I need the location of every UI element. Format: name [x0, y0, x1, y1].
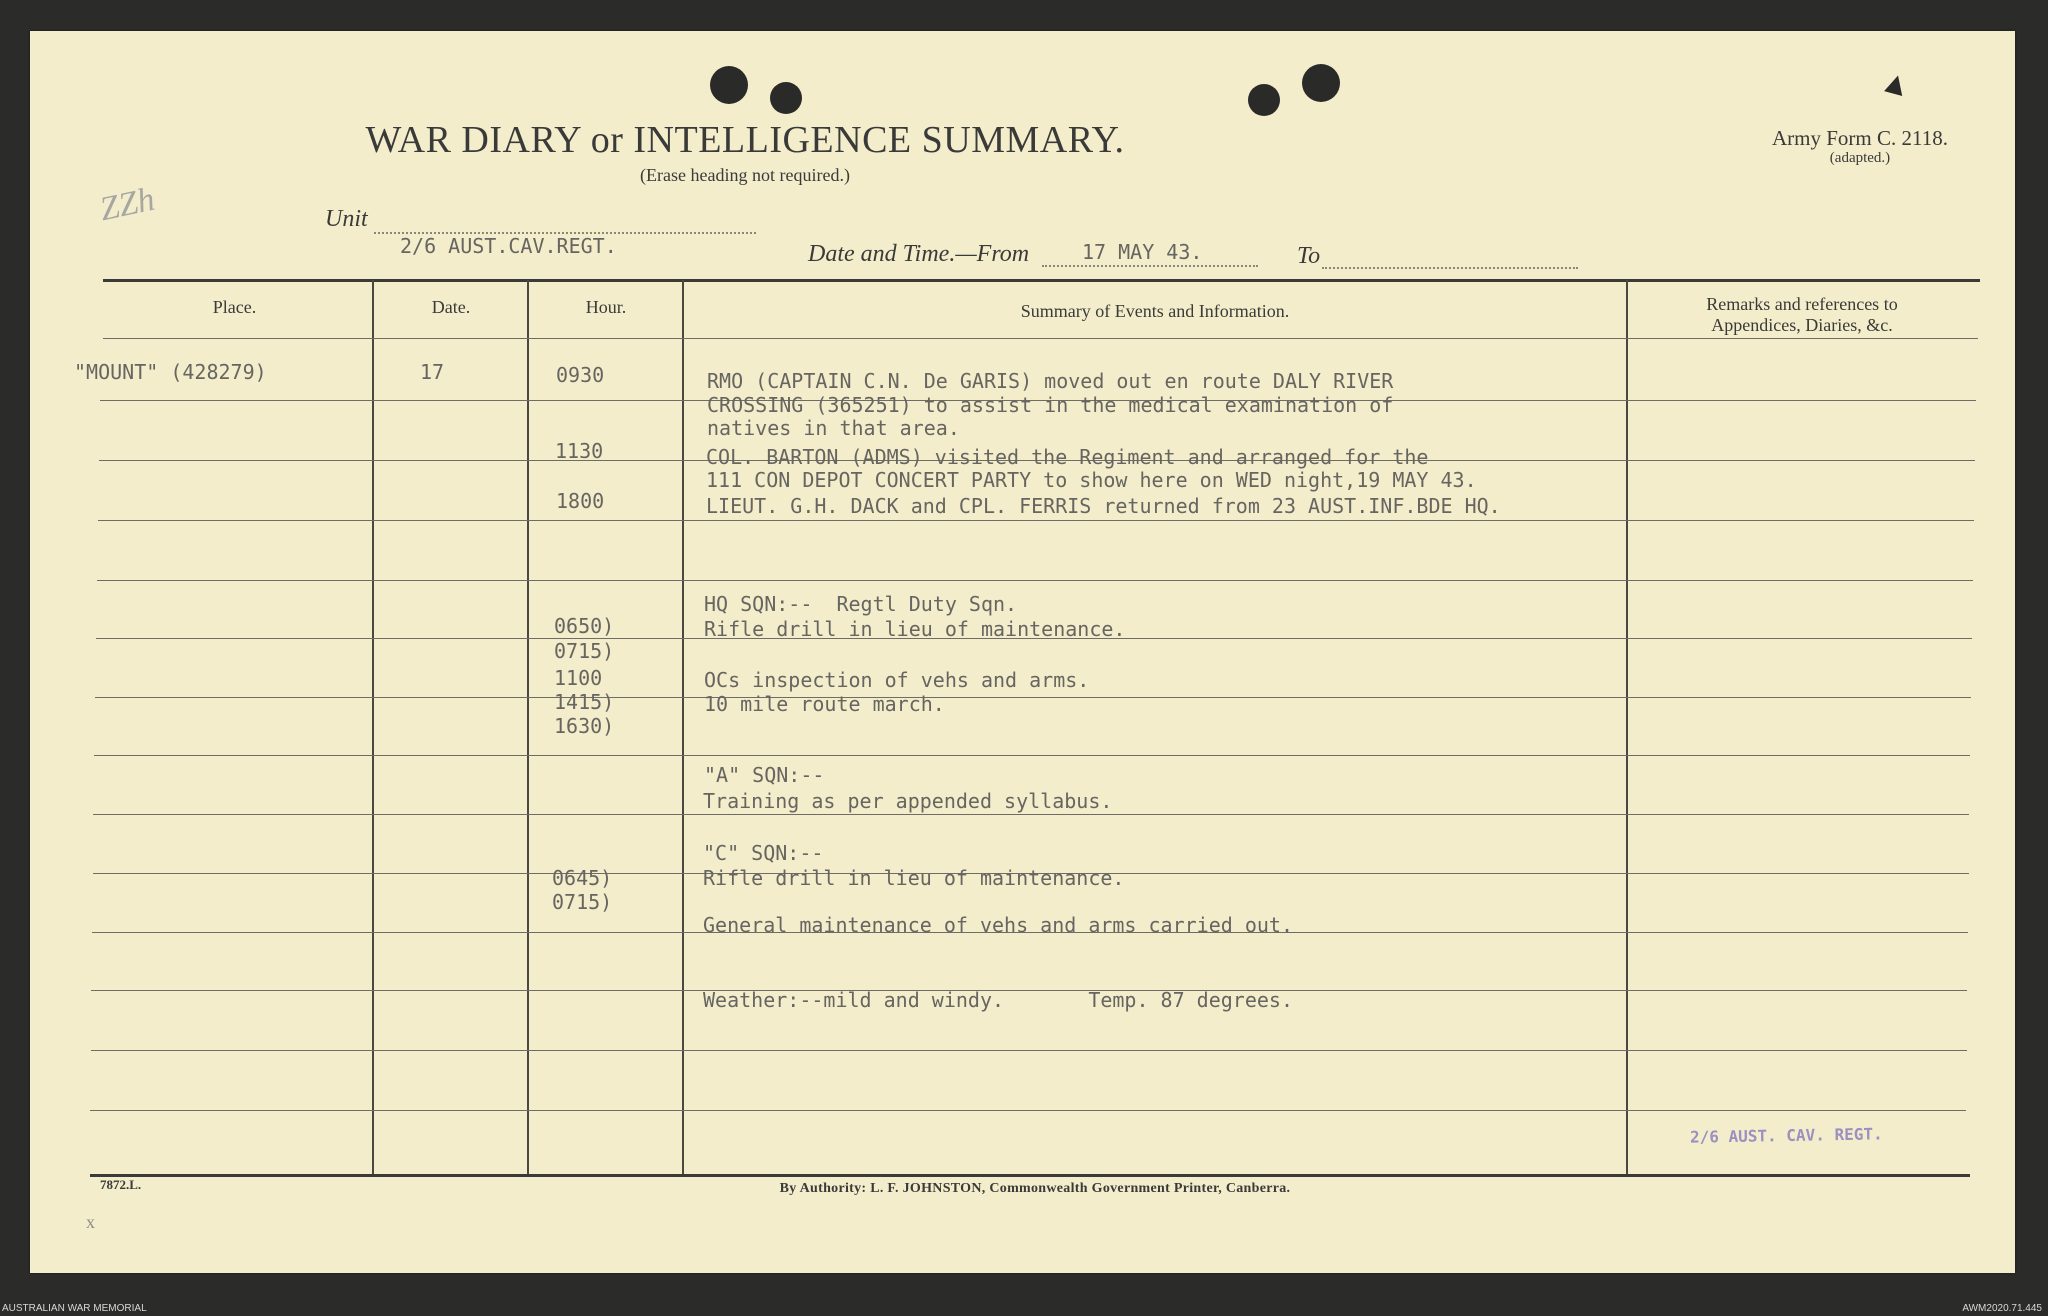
from-dotted-line: [1042, 265, 1258, 267]
entry-line: Training as per appended syllabus.: [703, 789, 1113, 813]
entry-hour: 0645): [552, 866, 613, 890]
to-label: To: [1297, 243, 1321, 269]
entry-line: Weather:--mild and windy. Temp. 87 degrees.: [703, 988, 1294, 1012]
entry-hour: 0715): [554, 639, 615, 663]
punch-hole: [1248, 84, 1280, 116]
column-divider-date: [527, 280, 529, 1174]
column-header-remarks-line2: Appendices, Diaries, &c.: [1711, 315, 1893, 335]
entry-hour: 1415): [554, 690, 615, 714]
form-number: Army Form C. 2118.: [1772, 126, 1948, 150]
ruled-line: [91, 1050, 1967, 1051]
ruled-line: [97, 580, 1973, 581]
page-title: WAR DIARY or INTELLIGENCE SUMMARY.: [365, 119, 1125, 161]
regiment-stamp: 2/6 AUST. CAV. REGT.: [1689, 1124, 1883, 1147]
entry-hour: 1130: [555, 439, 604, 463]
archive-credit: AUSTRALIAN WAR MEMORIAL: [2, 1303, 147, 1314]
entry-line: OCs inspection of vehs and arms.: [704, 668, 1090, 692]
entry-line: Rifle drill in lieu of maintenance.: [704, 617, 1126, 641]
datetime-label: Date and Time.—From: [808, 241, 1030, 267]
entry-hour: 0715): [552, 890, 613, 914]
entry-hour: 1100: [554, 666, 603, 690]
ruled-line: [98, 520, 1974, 521]
archive-reference: AWM2020.71.445: [1962, 1303, 2042, 1314]
entry-line: 10 mile route march.: [704, 692, 945, 716]
ruled-line: [95, 697, 1971, 698]
column-divider-summary: [1626, 280, 1628, 1174]
entry-line: RMO (CAPTAIN C.N. De GARIS) moved out en route DALY RIVER: [707, 369, 1394, 393]
column-header-date: Date.: [431, 297, 471, 317]
table-bottom-rule: [90, 1174, 1970, 1177]
entry-line: LIEUT. G.H. DACK and CPL. FERRIS returned from 23 AUST.INF.BDE HQ.: [706, 494, 1501, 518]
entry-line: 111 CON DEPOT CONCERT PARTY to show here on WED night,19 MAY 43.: [706, 468, 1477, 492]
column-header-hour: Hour.: [585, 297, 627, 317]
entry-hour: 0650): [554, 614, 615, 638]
ruled-line: [93, 814, 1969, 815]
from-value: 17 MAY 43.: [1082, 240, 1203, 264]
punch-hole: [1302, 64, 1340, 102]
entry-line: "C" SQN:--: [703, 841, 824, 865]
margin-mark: x: [86, 1212, 95, 1232]
ruled-line: [94, 755, 1970, 756]
form-adapted-note: (adapted.): [1829, 150, 1891, 166]
punch-hole: [710, 66, 748, 104]
table-top-rule: [103, 279, 1980, 282]
entry-line: natives in that area.: [707, 416, 960, 440]
page-subtitle: (Erase heading not required.): [640, 165, 850, 185]
column-header-summary: Summary of Events and Information.: [1020, 301, 1290, 321]
unit-value: 2/6 AUST.CAV.REGT.: [400, 234, 617, 258]
entry-place: "MOUNT" (428279): [74, 360, 267, 384]
column-divider-hour: [682, 280, 684, 1174]
entry-line: CROSSING (365251) to assist in the medical examination of: [707, 393, 1394, 417]
entry-line: COL. BARTON (ADMS) visited the Regiment and arranged for the: [706, 445, 1429, 469]
column-header-place: Place.: [212, 297, 257, 317]
entry-hour: 1630): [554, 714, 615, 738]
to-dotted-line: [1322, 267, 1578, 269]
pencil-initials: ZZh: [96, 180, 158, 229]
ruled-line: [90, 1110, 1966, 1111]
punch-hole: [770, 82, 802, 114]
unit-label: Unit: [325, 206, 368, 232]
entry-line: Rifle drill in lieu of maintenance.: [703, 866, 1125, 890]
printer-code: 7872.L.: [100, 1177, 142, 1192]
entry-hour: 1800: [556, 489, 605, 513]
entry-line: "A" SQN:--: [704, 763, 825, 787]
entry-date: 17: [420, 360, 445, 384]
torn-corner-mark: ▲: [1876, 61, 1916, 105]
header-rule: [103, 338, 1978, 339]
entry-line: General maintenance of vehs and arms carried out.: [703, 913, 1294, 937]
printer-authority: By Authority: L. F. JOHNSTON, Commonwealth Government Printer, Canberra.: [779, 1181, 1291, 1196]
column-divider-place: [372, 280, 374, 1174]
column-header-remarks-line1: Remarks and references to: [1706, 294, 1898, 314]
entry-line: HQ SQN:-- Regtl Duty Sqn.: [704, 592, 1018, 616]
entry-hour: 0930: [556, 363, 605, 387]
